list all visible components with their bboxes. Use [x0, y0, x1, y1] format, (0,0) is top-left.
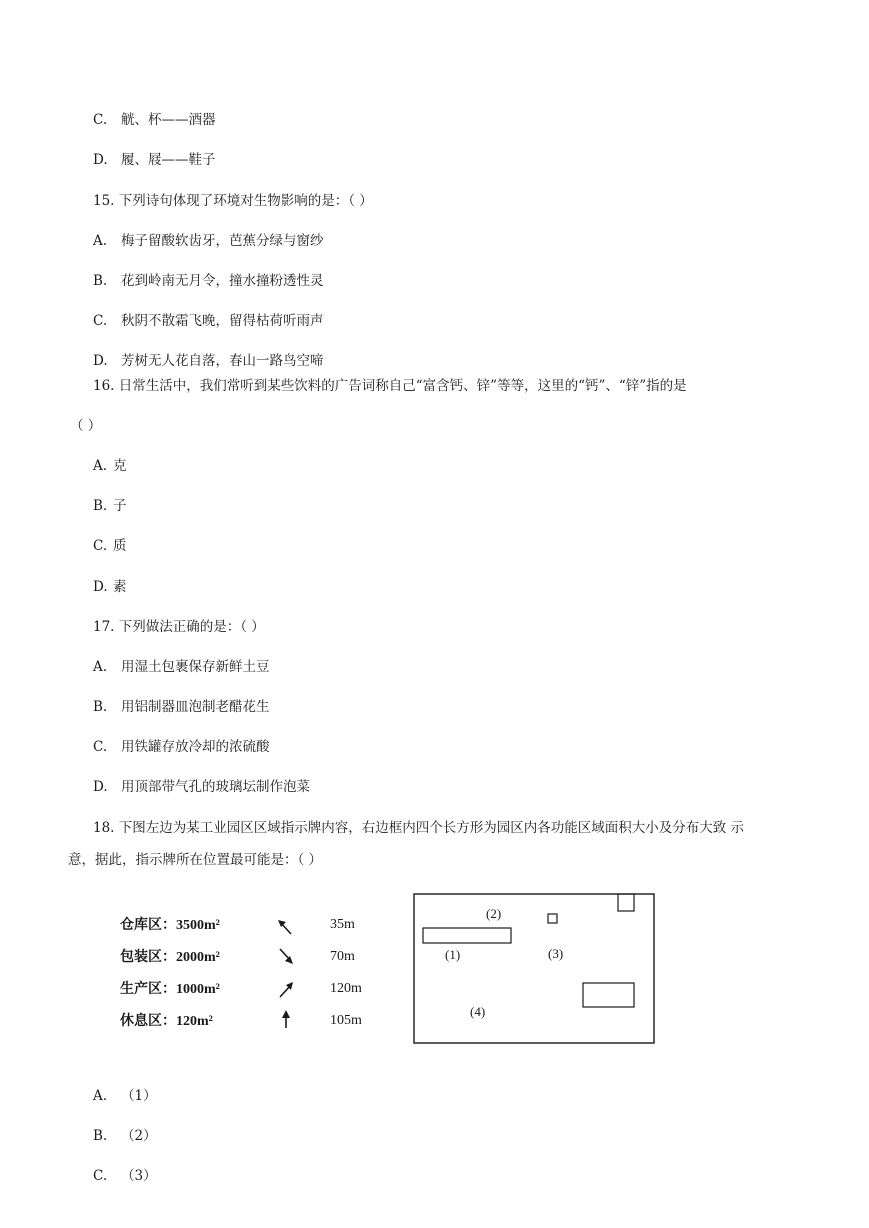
option-c-prev: C. 觥、杯——酒器: [93, 112, 216, 128]
arrow-up-icon: [282, 1010, 290, 1028]
region-label-4: (4): [470, 1004, 486, 1019]
q18-option-a[interactable]: A. （1）: [93, 1088, 157, 1104]
q16-option-a[interactable]: A. 克: [93, 458, 127, 474]
q17-option-a[interactable]: A. 用湿土包裹保存新鲜土豆: [93, 659, 270, 675]
question-17-stem: 17. 下列做法正确的是：（ ）: [93, 619, 265, 635]
region-rect-production: [618, 894, 634, 911]
arrow-down-right-icon: [280, 949, 293, 964]
q15-option-a[interactable]: A. 梅子留酸软齿牙，芭蕉分绿与窗纱: [93, 233, 324, 249]
q17-option-c[interactable]: C. 用铁罐存放冷却的浓硫酸: [93, 739, 270, 755]
sign-distance-warehouse: 35m: [330, 917, 355, 932]
park-boundary: [414, 894, 654, 1043]
region-label-3: (3): [548, 946, 564, 961]
q17-option-b[interactable]: B. 用铝制器皿泡制老醋花生: [93, 699, 270, 715]
question-18-stem: 18. 下图左边为某工业园区区域指示牌内容，右边框内四个长方形为园区内各功能区域面积大小及分布大致 示: [93, 820, 745, 836]
park-map-figure: [110, 880, 670, 1050]
q17-option-d[interactable]: D. 用顶部带气孔的玻璃坛制作泡菜: [93, 779, 310, 795]
q16-option-b[interactable]: B. 子: [93, 498, 127, 514]
sign-label-packaging: 包装区：2000m²: [120, 950, 220, 965]
q18-option-c[interactable]: C. （3）: [93, 1168, 157, 1184]
sign-distance-rest: 105m: [330, 1013, 362, 1028]
region-rect-rest: [548, 914, 557, 923]
region-rect-warehouse: [423, 928, 511, 943]
q15-option-c[interactable]: C. 秋阴不散霜飞晚，留得枯荷听雨声: [93, 313, 324, 329]
q18-figure: [110, 880, 670, 1050]
region-rect-packaging: [583, 983, 634, 1007]
q16-option-d[interactable]: D. 素: [93, 579, 127, 595]
question-15-stem: 15. 下列诗句体现了环境对生物影响的是：（ ）: [93, 193, 373, 209]
sign-distance-packaging: 70m: [330, 949, 355, 964]
sign-row-production: [120, 980, 362, 997]
option-d-prev: D. 履、屐——鞋子: [93, 152, 216, 168]
sign-label-rest: 休息区：120m²: [120, 1014, 213, 1029]
sign-label-production: 生产区：1000m²: [120, 982, 220, 997]
q18-option-b[interactable]: B. （2）: [93, 1128, 157, 1144]
arrow-up-right-icon: [280, 982, 293, 997]
sign-row-rest: [120, 1010, 362, 1029]
question-18-stem-cont: 意，据此，指示牌所在位置最可能是：（ ）: [68, 852, 323, 868]
q15-option-b[interactable]: B. 花到岭南无月令，撞水撞粉透性灵: [93, 273, 324, 289]
sign-row-packaging: [120, 948, 355, 965]
arrow-up-left-icon: [278, 920, 291, 934]
region-label-2: (2): [486, 906, 502, 921]
region-label-1: (1): [445, 947, 461, 962]
sign-row-warehouse: [120, 916, 355, 934]
q15-option-d[interactable]: D. 芳树无人花自落，春山一路鸟空啼: [93, 353, 324, 369]
question-16-stem-cont: （ ）: [70, 418, 102, 434]
question-16-stem: 16. 日常生活中，我们常听到某些饮料的广告词称自己“富含钙、锌”等等，这里的“钙”、“锌”指的是: [93, 378, 687, 394]
q16-option-c[interactable]: C. 质: [93, 538, 127, 554]
sign-distance-production: 120m: [330, 981, 362, 996]
sign-label-warehouse: 仓库区：3500m²: [120, 918, 220, 933]
